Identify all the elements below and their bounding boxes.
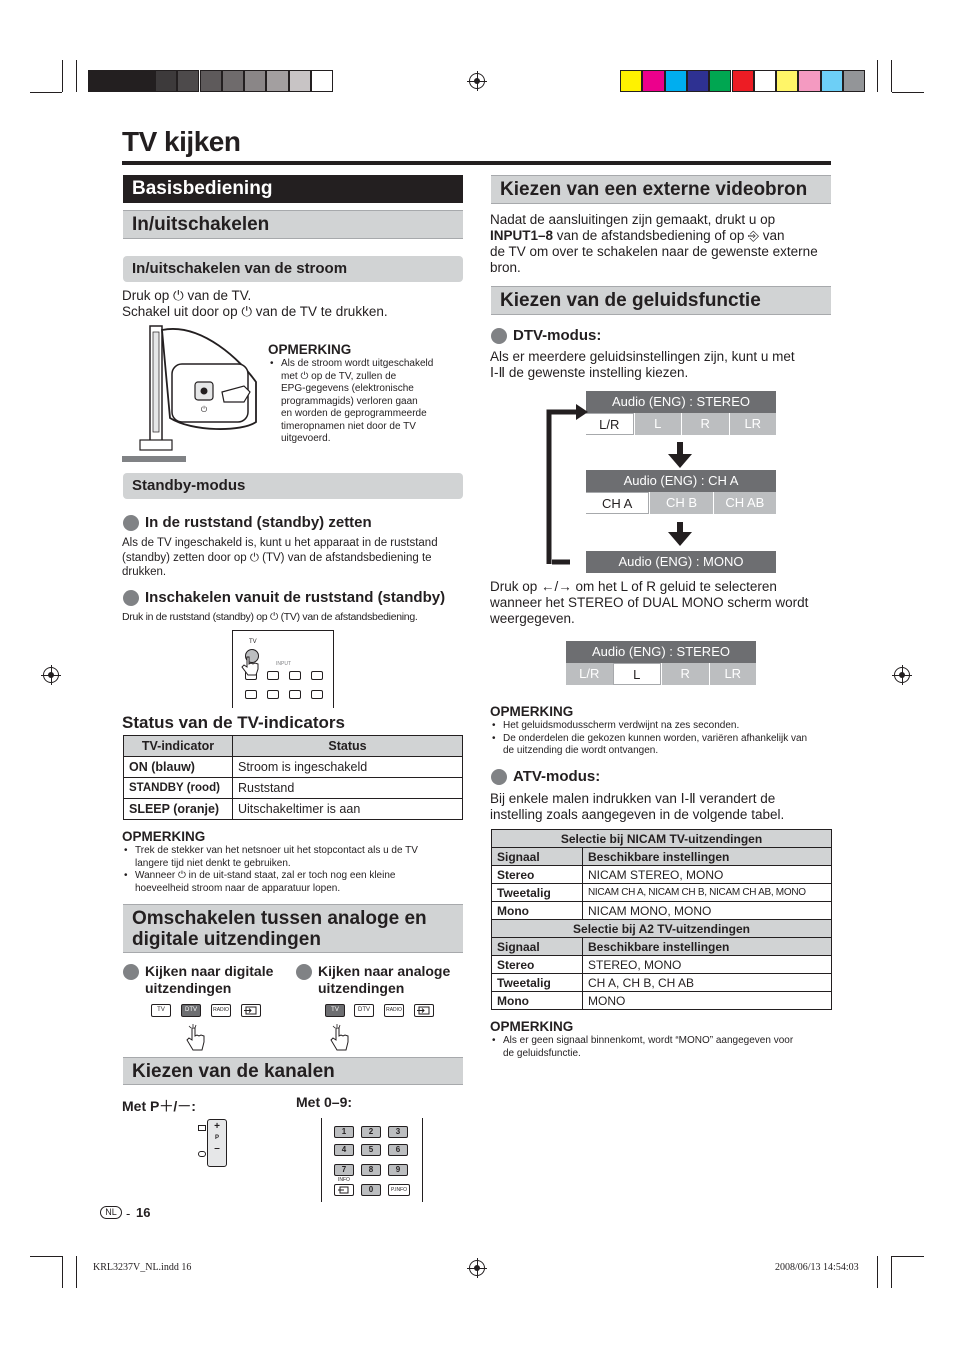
color-swatch	[244, 70, 266, 92]
color-swatch	[798, 70, 820, 92]
table-row	[124, 778, 463, 799]
dtv-mode-button[interactable]: DTV	[181, 1004, 201, 1017]
color-swatch	[133, 70, 155, 92]
col-signaal-a2: Signaal	[492, 938, 583, 956]
omschakelen-title-1: Omschakelen tussen analoge en	[132, 908, 427, 929]
registration-mark-right-icon	[894, 667, 910, 683]
table-row	[492, 866, 832, 884]
remote-top-illustration	[232, 630, 334, 708]
osd-option: R	[661, 663, 709, 685]
osd-option: L/R	[586, 413, 634, 435]
list-item: • Trek de stekker van het netsnoer uit het stopcontact als u de TV langere tijd niet denkt te gebruiken.	[122, 845, 467, 870]
key-6[interactable]: 6	[388, 1144, 408, 1156]
col-instellingen: Beschikbare instellingen	[583, 848, 832, 866]
status-cell: Uitschakeltimer is aan	[233, 799, 463, 820]
atv-cell: STEREO, MONO	[583, 956, 832, 974]
dtv-text	[490, 349, 835, 381]
subsection-stroom: In/uitschakelen van de stroom	[123, 256, 463, 282]
color-swatch	[177, 70, 199, 92]
osd-cha-title: Audio (ENG) : CH A	[586, 470, 776, 492]
subsection-standby: Standby-modus	[123, 473, 463, 499]
heading-inschakelen-standby: Inschakelen vanuit de ruststand (standby)	[123, 589, 445, 607]
list-item: • Als de stroom wordt uitgeschakeld met ⏻ op de TV, zullen de EPG-gegevens (elektronische programmagids) verloren gaan en worden de geprogrammeerde timeropnamen niet door de TV uitgevoerd.	[268, 358, 463, 446]
status-cell: Stroom is ingeschakeld	[233, 757, 463, 778]
osd-option: L	[613, 663, 662, 685]
table-row	[492, 974, 832, 992]
omschakelen-title-2: digitale uitzendingen	[132, 929, 321, 950]
color-swatch	[732, 70, 754, 92]
osd-option: CH A	[586, 492, 649, 514]
osd-option: L/R	[566, 663, 613, 685]
info-label: INFO	[338, 1177, 350, 1183]
input-source-icon	[415, 1005, 433, 1016]
input-key[interactable]	[334, 1184, 354, 1196]
color-swatch	[88, 70, 110, 92]
note2-text	[122, 845, 467, 895]
note4-text	[490, 1035, 835, 1060]
radio-mode-button-analog[interactable]: RADIO	[384, 1004, 404, 1017]
list-item: • Als er geen signaal binnenkomt, wordt “MONO” aangegeven voor de geluidsfunctie.	[490, 1035, 835, 1060]
text-line: de TV om over te schakelen naar de gewenste externe	[490, 244, 818, 259]
nicam-title: Selectie bij NICAM TV-uitzendingen	[492, 830, 832, 848]
channel-down-label: –	[214, 1143, 220, 1154]
text-line: Bij enkele malen indrukken van Ⅰ-Ⅱ verandert de	[490, 791, 776, 806]
registration-mark-left-icon	[43, 667, 59, 683]
section-in-uitschakelen: In/uitschakelen	[123, 210, 463, 239]
note4-title: OPMERKING	[490, 1019, 574, 1034]
status-col-indicator: TV-indicator	[124, 736, 233, 757]
text-line: INPUT1–8 van de afstandsbediening of op ⎆ van	[490, 228, 785, 243]
col-instellingen-a2: Beschikbare instellingen	[583, 938, 832, 956]
table-row	[124, 757, 463, 778]
section-externe-videobron: Kiezen van een externe videobron	[491, 175, 831, 204]
color-swatch	[289, 70, 311, 92]
remote-button-8[interactable]	[311, 690, 323, 699]
page-number: 16	[136, 1205, 151, 1220]
ext-text	[490, 212, 835, 276]
atv-cell: NICAM STEREO, MONO	[583, 866, 832, 884]
channel-up-label: +	[214, 1121, 220, 1132]
color-swatch	[620, 70, 642, 92]
text-line: (standby) zetten door op ⏻ (TV) van de afstandsbediening te	[122, 551, 432, 564]
color-swatch	[642, 70, 664, 92]
key-1[interactable]: 1	[334, 1126, 354, 1138]
status-cell: SLEEP (oranje)	[124, 799, 233, 820]
table-row	[492, 992, 832, 1010]
osd-option: LR	[729, 413, 777, 435]
heading-analoge	[296, 963, 450, 997]
color-swatch	[687, 70, 709, 92]
note1-title: OPMERKING	[268, 342, 352, 357]
status-title: Status van de TV-indicators	[122, 713, 345, 732]
tv-mode-button[interactable]: TV	[151, 1004, 171, 1017]
met-p-heading: Met P＋/－:	[122, 1098, 196, 1114]
atv-cell: Stereo	[492, 956, 583, 974]
remote-button-3[interactable]	[289, 671, 301, 680]
stroom-text-2: Schakel uit door op ⏻ van de TV te drukken.	[122, 304, 388, 319]
ruststand-text	[122, 536, 467, 580]
note2-title: OPMERKING	[122, 829, 206, 844]
inschakelen-text: Druk in de ruststand (standby) op ⏻ (TV) van de afstandsbediening.	[122, 611, 418, 623]
table-row	[124, 799, 463, 820]
tv-mode-button-analog[interactable]: TV	[325, 1004, 345, 1017]
radio-mode-button[interactable]: RADIO	[211, 1004, 231, 1017]
pinfo-key[interactable]: P.INFO	[388, 1184, 410, 1196]
numeric-keypad	[321, 1118, 423, 1202]
text-line: bron.	[490, 260, 521, 275]
text-line: Als de TV ingeschakeld is, kunt u het apparaat in de ruststand	[122, 537, 438, 549]
osd-stereo-title: Audio (ENG) : STEREO	[586, 391, 776, 413]
table-row	[492, 884, 832, 902]
lang-badge: NL	[100, 1206, 122, 1219]
key-8[interactable]: 8	[361, 1164, 381, 1176]
color-swatch	[311, 70, 333, 92]
atv-cell: Stereo	[492, 866, 583, 884]
key-9[interactable]: 9	[388, 1164, 408, 1176]
key-4[interactable]: 4	[334, 1144, 354, 1156]
text-line: drukken.	[122, 566, 167, 578]
remote-button-2[interactable]	[267, 671, 279, 680]
status-cell: STANDBY (rood)	[124, 778, 233, 799]
color-swatch	[665, 70, 687, 92]
status-table	[123, 735, 463, 820]
channel-p-label: P	[214, 1135, 219, 1141]
osd-option: LR	[709, 663, 757, 685]
osd-stereo-l-title: Audio (ENG) : STEREO	[566, 641, 756, 663]
text-line: wanneer het STEREO of DUAL MONO scherm wordt	[490, 595, 809, 610]
druk-text	[490, 579, 835, 627]
atv-cell: Mono	[492, 992, 583, 1010]
digitale-line-2: uitzendingen	[145, 980, 232, 996]
color-swatch	[709, 70, 731, 92]
color-swatch	[200, 70, 222, 92]
table-row	[492, 902, 832, 920]
digitale-line-1: Kijken naar digitale	[145, 963, 274, 979]
registration-mark-top-icon	[469, 73, 485, 89]
stroom-text-1: Druk op ⏻ van de TV.	[122, 288, 252, 303]
text-line: Ⅰ-Ⅱ de gewenste instelling kiezen.	[490, 365, 689, 380]
section-kanalen: Kiezen van de kanalen	[123, 1057, 463, 1085]
color-swatch	[776, 70, 798, 92]
dtv-mode-button-analog[interactable]: DTV	[354, 1004, 374, 1017]
section-basisbediening: Basisbediening	[123, 175, 463, 203]
color-swatch	[821, 70, 843, 92]
text-line: Als er meerdere geluidsinstellingen zijn, kunt u met	[490, 349, 795, 364]
remote-button-5[interactable]	[245, 690, 257, 699]
remote-input-label: INPUT	[276, 661, 291, 667]
status-cell: ON (blauw)	[124, 757, 233, 778]
color-swatch	[222, 70, 244, 92]
input-source-icon	[242, 1005, 260, 1016]
heading-dtv-modus: DTV-modus:	[491, 327, 601, 345]
remote-button-6[interactable]	[267, 690, 279, 699]
osd-mono-title: Audio (ENG) : MONO	[586, 551, 776, 573]
tv-side-illustration	[122, 322, 264, 464]
list-item: • Het geluidsmodusscherm verdwijnt na zes seconden.	[490, 720, 835, 733]
key-0[interactable]: 0	[361, 1184, 381, 1196]
osd-option: L	[634, 413, 682, 435]
list-item: • De onderdelen die gekozen kunnen worden, variëren afhankelijk van de uitzending die wordt ontvangen.	[490, 733, 835, 758]
osd-option: R	[681, 413, 729, 435]
col-signaal: Signaal	[492, 848, 583, 866]
atv-cell: NICAM CH A, NICAM CH B, NICAM CH AB, MONO	[583, 884, 832, 902]
remote-tv-label: TV	[249, 639, 257, 645]
channel-side-icon	[198, 1151, 206, 1157]
section-geluidsfunctie: Kiezen van de geluidsfunctie	[491, 286, 831, 315]
footer-date: 2008/06/13 14:54:03	[775, 1262, 859, 1273]
note3-title: OPMERKING	[490, 704, 574, 719]
title-rule	[122, 161, 831, 165]
atv-cell: CH A, CH B, CH AB	[583, 974, 832, 992]
atv-cell: Mono	[492, 902, 583, 920]
note1-text	[268, 358, 463, 446]
remote-button-7[interactable]	[289, 690, 301, 699]
list-item: • Wanneer ⏻ in de uit-stand staat, zal er toch nog een kleine hoeveelheid stroom naar de apparatuur lopen.	[122, 870, 467, 895]
svg-text:⏻: ⏻	[200, 405, 208, 414]
color-swatch	[266, 70, 288, 92]
met-09-heading: Met 0–9:	[296, 1094, 353, 1110]
heading-atv-modus: ATV-modus:	[491, 768, 600, 786]
atv-cell: MONO	[583, 992, 832, 1010]
color-swatch	[155, 70, 177, 92]
channel-side-icon	[198, 1125, 206, 1131]
analoge-line-2: uitzendingen	[318, 980, 405, 996]
status-col-status: Status	[233, 736, 463, 757]
text-line: instelling zoals aangegeven in de volgende tabel.	[490, 807, 785, 822]
analoge-line-1: Kijken naar analoge	[318, 963, 451, 979]
page-title: TV kijken	[122, 126, 241, 157]
pointing-hand-icon	[328, 1024, 352, 1054]
pointing-hand-icon	[239, 655, 261, 679]
channel-rocker[interactable]	[207, 1119, 227, 1167]
key-2[interactable]: 2	[361, 1126, 381, 1138]
text-line: Druk op ←/→ om het L of R geluid te selecteren	[490, 579, 777, 594]
atv-text	[490, 791, 835, 823]
text-line: weergegeven.	[490, 611, 575, 626]
flow-arrows	[540, 392, 700, 572]
osd-option: CH B	[649, 492, 712, 514]
heading-ruststand-zetten: In de ruststand (standby) zetten	[123, 514, 372, 532]
remote-button-4[interactable]	[311, 671, 323, 680]
table-row	[492, 956, 832, 974]
atv-cell: Tweetalig	[492, 884, 583, 902]
page-dash: -	[126, 1206, 131, 1221]
key-3[interactable]: 3	[388, 1126, 408, 1138]
a2-title: Selectie bij A2 TV-uitzendingen	[492, 920, 832, 938]
color-swatch	[754, 70, 776, 92]
registration-mark-bottom-icon	[469, 1260, 485, 1276]
osd-option: CH AB	[713, 492, 776, 514]
atv-cell: NICAM MONO, MONO	[583, 902, 832, 920]
footer-file: KRL3237V_NL.indd 16	[93, 1262, 192, 1273]
key-7[interactable]: 7	[334, 1164, 354, 1176]
pointing-hand-icon	[184, 1024, 208, 1054]
text-line: Nadat de aansluitingen zijn gemaakt, drukt u op	[490, 212, 776, 227]
status-cell: Ruststand	[233, 778, 463, 799]
note3-text	[490, 720, 835, 758]
key-5[interactable]: 5	[361, 1144, 381, 1156]
color-swatch	[110, 70, 132, 92]
heading-digitale	[123, 963, 273, 997]
osd-stereo-l	[566, 641, 756, 685]
color-swatch	[843, 70, 865, 92]
atv-cell: Tweetalig	[492, 974, 583, 992]
atv-table	[491, 829, 832, 1010]
input-source-button[interactable]	[241, 1004, 261, 1017]
input-source-button-analog[interactable]	[414, 1004, 434, 1017]
section-omschakelen	[123, 904, 463, 953]
